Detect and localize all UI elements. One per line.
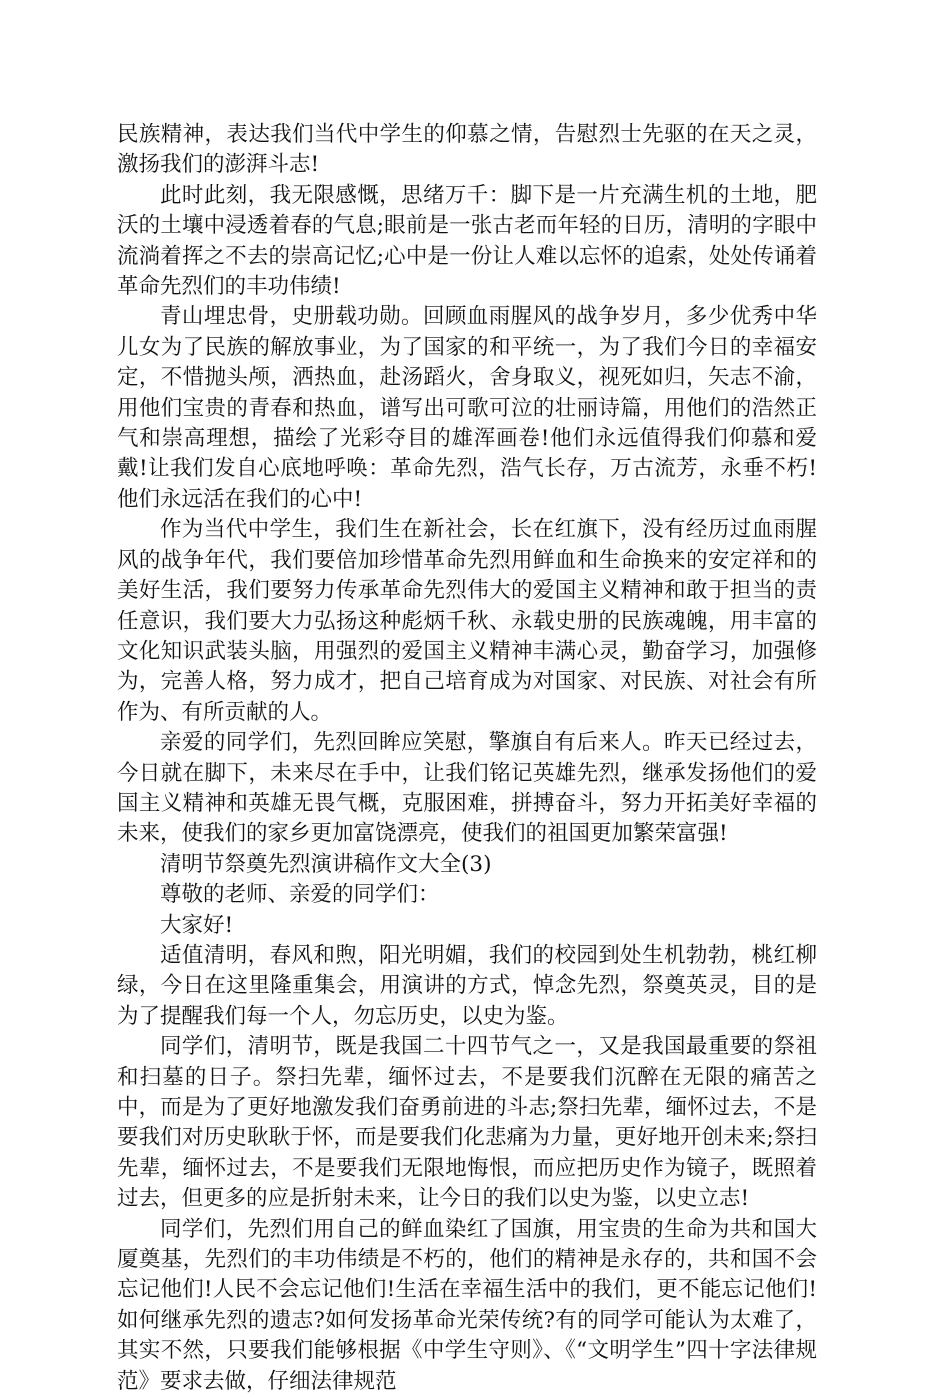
paragraph-6: 适值清明，春风和煦，阳光明媚，我们的校园到处生机勃勃，桃红柳绿，今日在这里隆重集会，用演讲的方式，悼念先烈，祭奠英灵，目的是为了提醒我们每一个人，勿忘历史，以史为鉴。 bbox=[117, 942, 817, 1029]
paragraph-7: 同学们，清明节，既是我国二十四节气之一，又是我国最重要的祭祖和扫墓的日子。祭扫先辈，缅怀过去，不是要我们沉醉在无限的痛苦之中，而是为了更好地激发我们奋勇前进的斗志;祭扫先辈，缅怀过去，不是要我们对历史耿耿于怀，而是要我们化悲痛为力量，更好地开创未来;祭扫先辈，缅怀过去，不是要我们无限地悔恨，而应把历史作为镜子，既照着过去，但更多的应是折射未来，让今日的我们以史为鉴，以史立志! bbox=[117, 1034, 817, 1212]
salutation: 尊敬的老师、亲爱的同学们： bbox=[160, 882, 440, 908]
greeting: 大家好! bbox=[160, 912, 234, 938]
section-title: 清明节祭奠先烈演讲稿作文大全(3) bbox=[160, 851, 492, 877]
document-page bbox=[117, 120, 817, 1397]
paragraph-5: 亲爱的同学们，先烈回眸应笑慰，擎旗自有后来人。昨天已经过去，今日就在脚下，未来尽在手中，让我们铭记英雄先烈，继承发扬他们的爱国主义精神和英雄无畏气概，克服困难，拼搏奋斗，努力开拓美好幸福的未来，使我们的家乡更加富饶漂亮，使我们的祖国更加繁荣富强! bbox=[117, 730, 817, 847]
paragraph-4: 作为当代中学生，我们生在新社会，长在红旗下，没有经历过血雨腥风的战争年代，我们要倍加珍惜革命先烈用鲜血和生命换来的安定祥和的美好生活，我们要努力传承革命先烈伟大的爱国主义精神和敢于担当的责任意识，我们要大力弘扬这种彪炳千秋、永载史册的民族魂魄，用丰富的文化知识武装头脑，用强烈的爱国主义精神丰满心灵，勤奋学习，加强修为，完善人格，努力成才，把自己培育成为对国家、对民族、对社会有所作为、有所贡献的人。 bbox=[117, 517, 817, 725]
paragraph-1: 民族精神，表达我们当代中学生的仰慕之情，告慰烈士先驱的在天之灵，激扬我们的澎湃斗志! bbox=[117, 122, 817, 178]
paragraph-2: 此时此刻，我无限感慨，思绪万千：脚下是一片充满生机的土地，肥沃的土壤中浸透着春的气息;眼前是一张古老而年轻的日历，清明的字眼中流淌着挥之不去的崇高记忆;心中是一份让人难以忘怀的追索，处处传诵着革命先烈们的丰功伟绩! bbox=[117, 182, 817, 300]
paragraph-8: 同学们，先烈们用自己的鲜血染红了国旗，用宝贵的生命为共和国大厦奠基，先烈们的丰功伟绩是不朽的，他们的精神是永存的，共和国不会忘记他们!人民不会忘记他们!生活在幸福生活中的我们，更不能忘记他们!如何继承先烈的遗志?如何发扬革命光荣传统?有的同学可能认为太难了，其实不然，只要我们能够根据《中学生守则》、《“文明学生”四十字法律规范》要求去做，仔细法律规范 bbox=[117, 1216, 817, 1394]
paragraph-3: 青山埋忠骨，史册载功勋。回顾血雨腥风的战争岁月，多少优秀中华儿女为了民族的解放事业，为了国家的和平统一，为了我们今日的幸福安定，不惜抛头颅，洒热血，赴汤蹈火，舍身取义，视死如归，矢志不渝，用他们宝贵的青春和热血，谱写出可歌可泣的壮丽诗篇，用他们的浩然正气和崇高理想，描绘了光彩夺目的雄浑画卷!他们永远值得我们仰慕和爱戴!让我们发自心底地呼唤：革命先烈，浩气长存，万古流芳，永垂不朽!他们永远活在我们的心中! bbox=[117, 304, 817, 512]
